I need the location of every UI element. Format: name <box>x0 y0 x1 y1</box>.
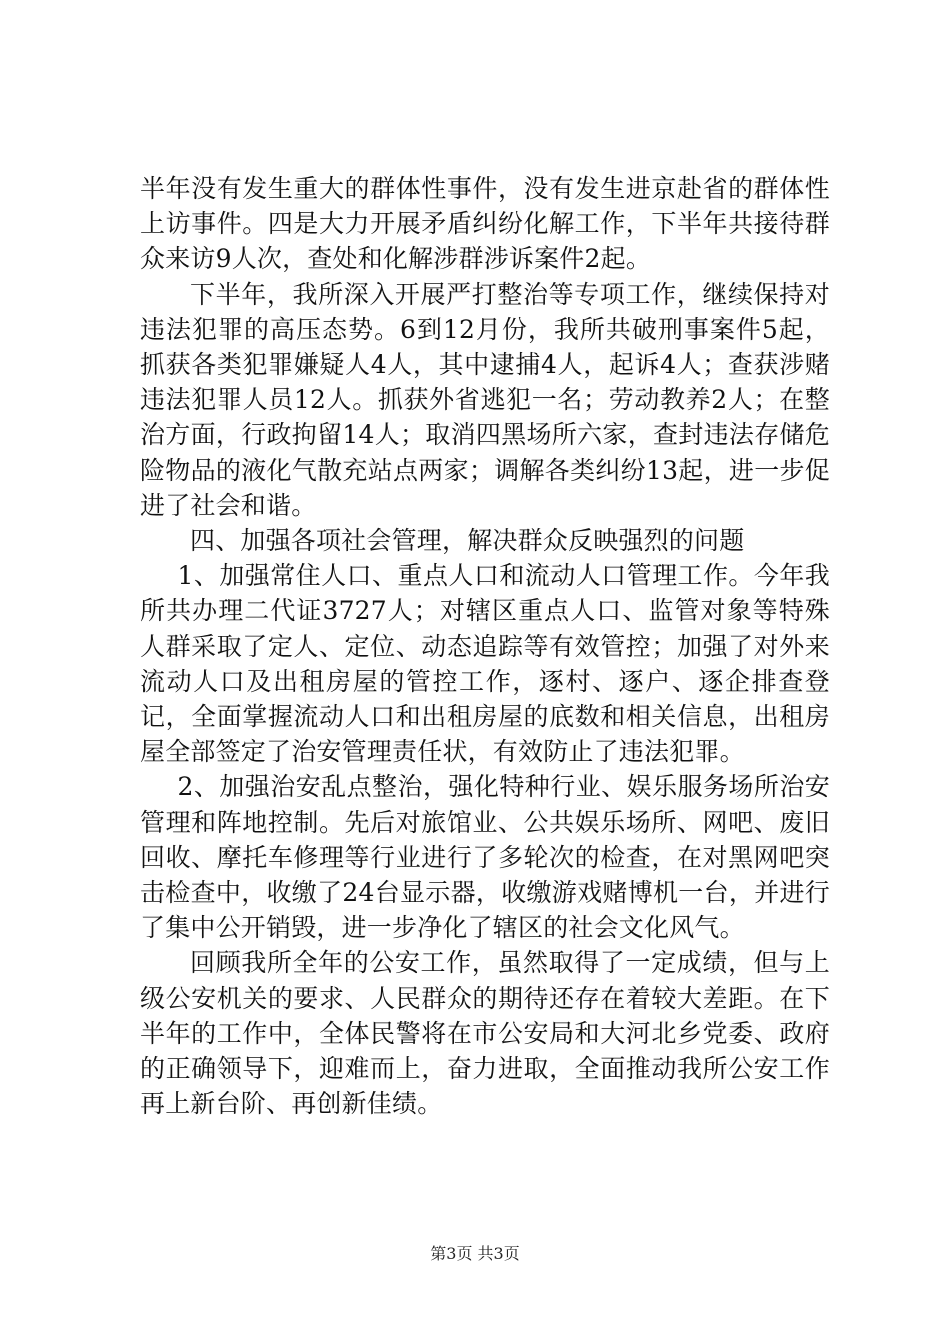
section-heading-social-management: 四、加强各项社会管理，解决群众反映强烈的问题 <box>190 526 745 556</box>
paragraph-review: 回顾我所全年的公安工作，虽然取得了一定成绩，但与上级公安机关的要求、人民群众的期待还存在着较大差距。在下半年的工作中，全体民警将在市公安局和大河北乡党委、政府的正确领导下，迎难而上，奋力进取，全面推动我所公安工作再上新台阶、再创新佳绩。 <box>140 948 830 1119</box>
document-body <box>140 171 830 1121</box>
paragraph-population-management: 1、加强常住人口、重点人口和流动人口管理工作。今年我所共办理二代证3727人；对辖区重点人口、监管对象等特殊人群采取了定人、定位、动态追踪等有效管控；加强了对外来流动人口及出租房屋的管控工作，逐村、逐户、逐企排查登记，全面掌握流动人口和出租房屋的底数和相关信息，出租房屋全部签定了治安管理责任状，有效防止了违法犯罪。 <box>140 561 830 767</box>
paragraph-crackdown: 下半年，我所深入开展严打整治等专项工作，继续保持对违法犯罪的高压态势。6到12月份，我所共破刑事案件5起，抓获各类犯罪嫌疑人4人，其中逮捕4人，起诉4人；查获涉赌违法犯罪人员12人。抓获外省逃犯一名；劳动教养2人；在整治方面，行政拘留14人；取消四黑场所六家，查封违法存储危险物品的液化气散充站点两家；调解各类纠纷13起，进一步促进了社会和谐。 <box>140 279 830 520</box>
page-number-footer: 第3页 共3页 <box>430 1244 520 1263</box>
paragraph-continuation: 半年没有发生重大的群体性事件，没有发生进京赴省的群体性上访事件。四是大力开展矛盾纠纷化解工作，下半年共接待群众来访9人次，查处和化解涉群涉诉案件2起。 <box>140 174 830 274</box>
paragraph-public-order: 2、加强治安乱点整治，强化特种行业、娱乐服务场所治安管理和阵地控制。先后对旅馆业、公共娱乐场所、网吧、废旧回收、摩托车修理等行业进行了多轮次的检查，在对黑网吧突击检查中，收缴了24台显示器，收缴游戏赌博机一台，并进行了集中公开销毁，进一步净化了辖区的社会文化风气。 <box>140 772 830 943</box>
